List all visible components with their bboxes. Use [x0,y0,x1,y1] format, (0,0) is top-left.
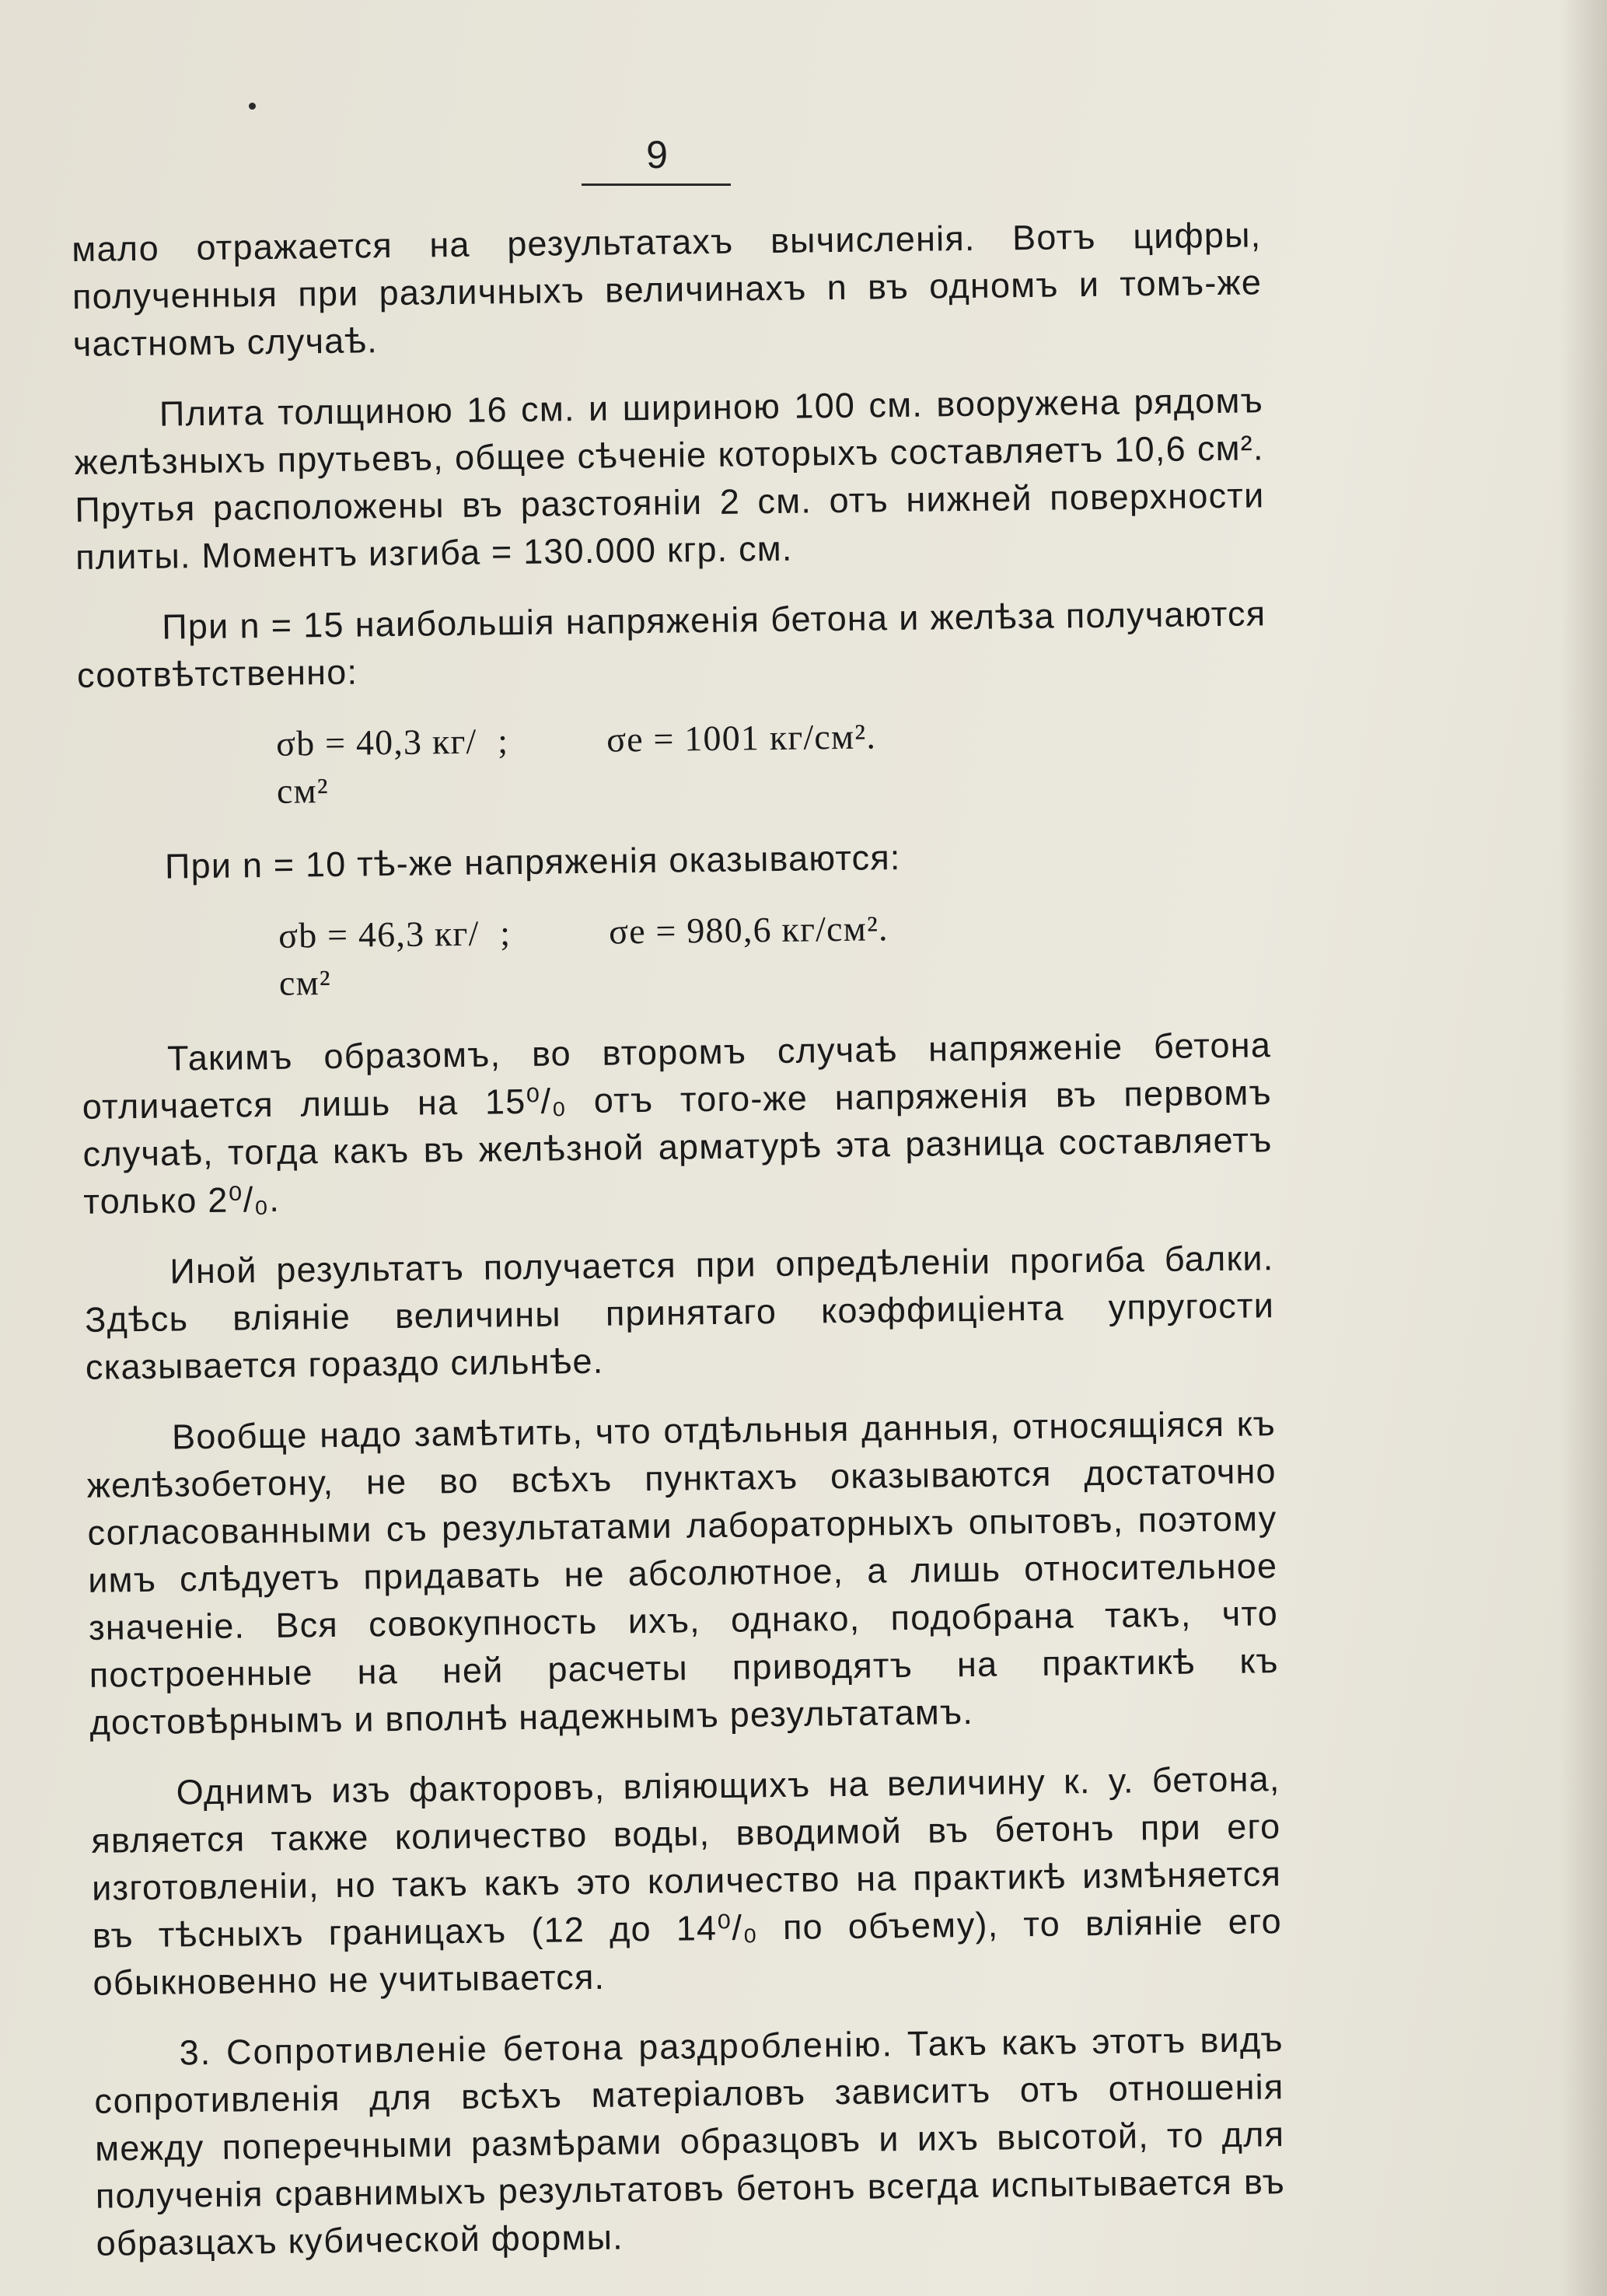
formula-n15 [78,708,1268,817]
formula-n10-concrete: σb = 46,3 кг/см² [278,913,480,1003]
page-edge-shadow [1560,0,1607,2296]
body-text [72,211,1286,2290]
formula-n15-separator: ; [497,721,509,761]
paragraph-8: Однимъ изъ факторовъ, вліяющихъ на величину к. у. бетона, является также количество воды, вводимой въ бетонъ при его изготовленіи, но такъ какъ это количество на практикѣ измѣняется въ тѣсныхъ границахъ (12 до 14⁰/₀ по объему), то вліяніе его обыкновенно не учитывается. [91,1759,1283,2003]
formula-n10-steel: σe = 980,6 кг/см². [608,908,889,952]
formula-n15-concrete: σb = 40,3 кг/см² [275,721,477,811]
page-number-rule [582,183,731,186]
section-3-heading: 3. Сопротивленіе бетона раздробленію. [179,2024,894,2073]
formula-n15-steel: σe = 1001 кг/см². [606,716,877,760]
paragraph-7: Вообще надо замѣтить, что отдѣльныя данныя, относящіяся къ желѣзобетону, не во всѣхъ пунктахъ оказываются достаточно согласованными съ результатами лабораторныхъ опытовъ, поэтому имъ слѣдуетъ придавать не абсолютное, а лишь относительное значеніе. Вся совокупность ихъ, однако, подобрана такъ, что построенные на ней расчеты приводятъ на практикѣ къ достовѣрнымъ и вполнѣ надежнымъ результатамъ. [86,1403,1279,1742]
section-3 [93,2015,1286,2267]
paragraph-4: При n = 10 тѣ-же напряженія оказываются: [164,837,901,886]
section-3-body: Такъ какъ этотъ видъ сопротивленія для всѣхъ матеріаловъ зависитъ отъ отношенія между поперечными размѣрами образцовъ и ихъ высотой, то для полученія сравнимыхъ результатовъ бетонъ всегда испытывается въ образцахъ кубической формы. [94,2019,1286,2263]
paragraph-6: Иной результатъ получается при опредѣленіи прогиба балки. Здѣсь вліяніе величины принятаго коэффиціента упругости сказывается гораздо сильнѣе. [84,1238,1275,1387]
formula-n10-separator: ; [499,913,512,953]
paragraph-5: Такимъ образомъ, во второмъ случаѣ напряженіе бетона отличается лишь на 15⁰/₀ отъ того-же напряженія въ первомъ случаѣ, тогда какъ въ желѣзной арматурѣ эта разница составляетъ только 2⁰/₀. [82,1025,1273,1221]
page-number: 9 [646,133,668,176]
paragraph-1: мало отражается на результатахъ вычисленія. Вотъ цифры, полученныя при различныхъ величинахъ n въ одномъ и томъ-же частномъ случаѣ. [72,215,1263,364]
paragraph-3: При n = 15 наибольшія напряженія бетона и желѣза получаются соотвѣтственно: [76,593,1266,695]
paragraph-2: Плита толщиною 16 см. и шириною 100 см. вооружена рядомъ желѣзныхъ прутьевъ, общее сѣченіе которыхъ составляетъ 10,6 см². Прутья расположены въ разстояніи 2 см. отъ нижней поверхности плиты. Моментъ изгиба = 130.000 кгр. см. [74,380,1265,577]
formula-n10 [80,900,1270,1009]
ink-speck [249,103,256,110]
